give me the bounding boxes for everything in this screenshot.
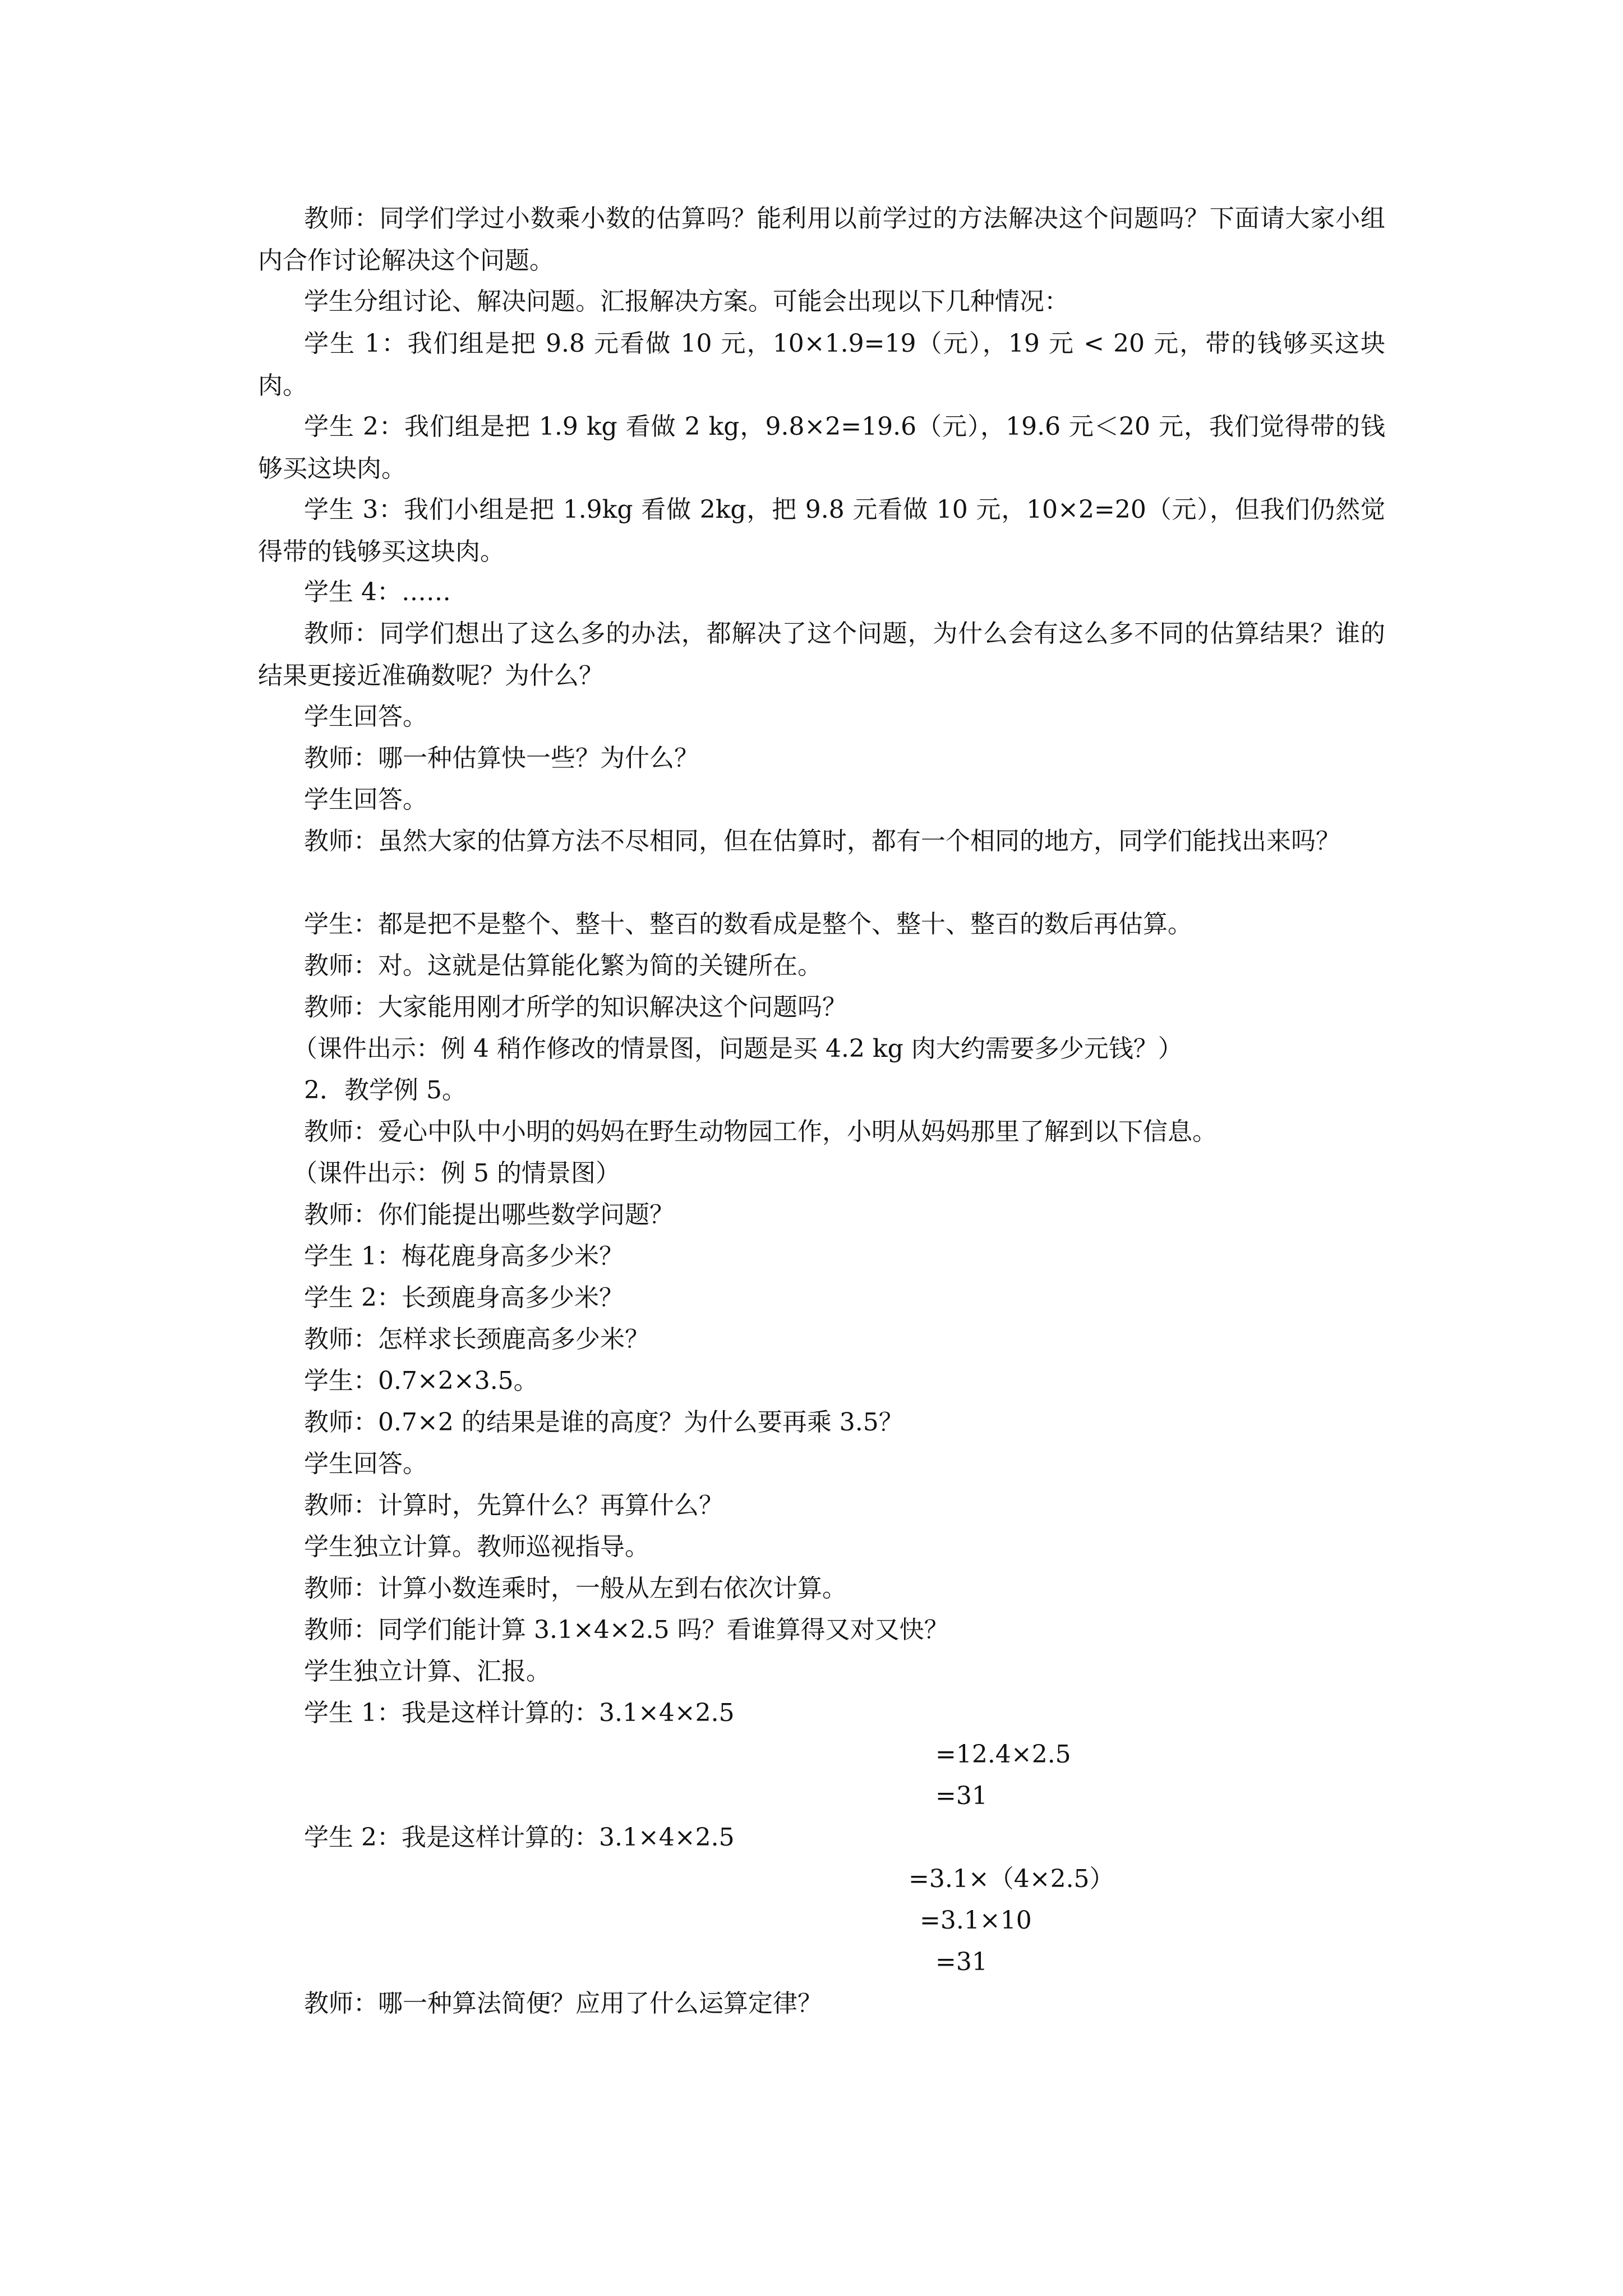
calc-step-1-1: =12.4×2.5 bbox=[935, 1740, 1071, 1769]
paragraph-teacher-how: 教师：怎样求长颈鹿高多少米？ bbox=[304, 1325, 649, 1354]
calc-step-2-1: =3.1×（4×2.5） bbox=[909, 1865, 1114, 1893]
paragraph-courseware-example-4: （课件出示：例 4 稍作修改的情景图，问题是买 4.2 kg 肉大约需要多少元钱？） bbox=[293, 1034, 1183, 1063]
paragraph-student-answers-3: 学生回答。 bbox=[304, 1450, 427, 1478]
paragraph-student-2-giraffe: 学生 2：长颈鹿身高多少米？ bbox=[304, 1283, 624, 1312]
paragraph-teacher-whose-height: 教师：0.7×2 的结果是谁的高度？为什么要再乘 3.5？ bbox=[304, 1408, 903, 1437]
paragraph-group-discussion: 学生分组讨论、解决问题。汇报解决方案。可能会出现以下几种情况： bbox=[304, 287, 1069, 316]
calc-step-2-3: =31 bbox=[935, 1948, 988, 1976]
paragraph-student-expression: 学生：0.7×2×3.5。 bbox=[304, 1366, 538, 1395]
paragraph-teacher-order: 教师：计算时，先算什么？再算什么？ bbox=[304, 1491, 723, 1520]
paragraph-calc-report: 学生独立计算、汇报。 bbox=[304, 1657, 551, 1686]
calc-step-1-2: =31 bbox=[935, 1782, 988, 1810]
paragraph-teacher-estimate-question: 教师：同学们学过小数乘小数的估算吗？能利用以前学过的方法解决这个问题吗？下面请大家小组内合作讨论解决这个问题。 bbox=[258, 204, 1385, 275]
paragraph-student-1-answer: 学生 1：我们组是把 9.8 元看做 10 元，10×1.9=19（元），19 元 < 20 元，带的钱够买这块肉。 bbox=[258, 329, 1385, 400]
paragraph-teacher-faster: 教师：哪一种估算快一些？为什么？ bbox=[304, 744, 699, 772]
paragraph-student-2-method: 学生 2：我是这样计算的：3.1×4×2.5 bbox=[304, 1823, 735, 1852]
paragraph-teach-example-5: 2．教学例 5。 bbox=[304, 1076, 467, 1105]
paragraph-student-1-method: 学生 1：我是这样计算的：3.1×4×2.5 bbox=[304, 1699, 735, 1727]
paragraph-teacher-questions: 教师：你们能提出哪些数学问题？ bbox=[304, 1200, 674, 1229]
paragraph-student-2-answer: 学生 2：我们组是把 1.9 kg 看做 2 kg，9.8×2=19.6（元），19.6 元＜20 元，我们觉得带的钱够买这块肉。 bbox=[258, 412, 1385, 483]
paragraph-teacher-common-point: 教师：虽然大家的估算方法不尽相同，但在估算时，都有一个相同的地方，同学们能找出来吗？ bbox=[304, 827, 1340, 855]
paragraph-independent-calc: 学生独立计算。教师巡视指导。 bbox=[304, 1533, 649, 1561]
paragraph-teacher-different-results: 教师：同学们想出了这么多的办法，都解决了这个问题，为什么会有这么多不同的估算结果？谁的结果更接近准确数呢？为什么？ bbox=[258, 619, 1385, 690]
paragraph-student-1-deer: 学生 1：梅花鹿身高多少米？ bbox=[304, 1242, 624, 1271]
paragraph-teacher-challenge: 教师：同学们能计算 3.1×4×2.5 吗？看谁算得又对又快？ bbox=[304, 1616, 949, 1644]
paragraph-teacher-zoo: 教师：爱心中队中小明的妈妈在野生动物园工作，小明从妈妈那里了解到以下信息。 bbox=[304, 1117, 1217, 1146]
paragraph-teacher-law: 教师：哪一种算法简便？应用了什么运算定律？ bbox=[304, 1989, 822, 2018]
paragraph-teacher-key: 教师：对。这就是估算能化繁为简的关键所在。 bbox=[304, 951, 822, 980]
paragraph-student-answers-1: 学生回答。 bbox=[304, 702, 427, 731]
paragraph-student-3-answer: 学生 3：我们小组是把 1.9kg 看做 2kg，把 9.8 元看做 10 元，10×2=20（元），但我们仍然觉得带的钱够买这块肉。 bbox=[258, 495, 1385, 566]
paragraph-teacher-apply: 教师：大家能用刚才所学的知识解决这个问题吗？ bbox=[304, 993, 847, 1022]
paragraph-student-answers-2: 学生回答。 bbox=[304, 785, 427, 814]
paragraph-student-rounding: 学生：都是把不是整个、整十、整百的数看成是整个、整十、整百的数后再估算。 bbox=[304, 910, 1192, 938]
paragraph-student-4: 学生 4：…… bbox=[304, 578, 451, 606]
paragraph-teacher-left-to-right: 教师：计算小数连乘时，一般从左到右依次计算。 bbox=[304, 1574, 847, 1603]
paragraph-courseware-example-5: （课件出示：例 5 的情景图） bbox=[293, 1159, 620, 1188]
calc-step-2-2: =3.1×10 bbox=[920, 1906, 1032, 1935]
